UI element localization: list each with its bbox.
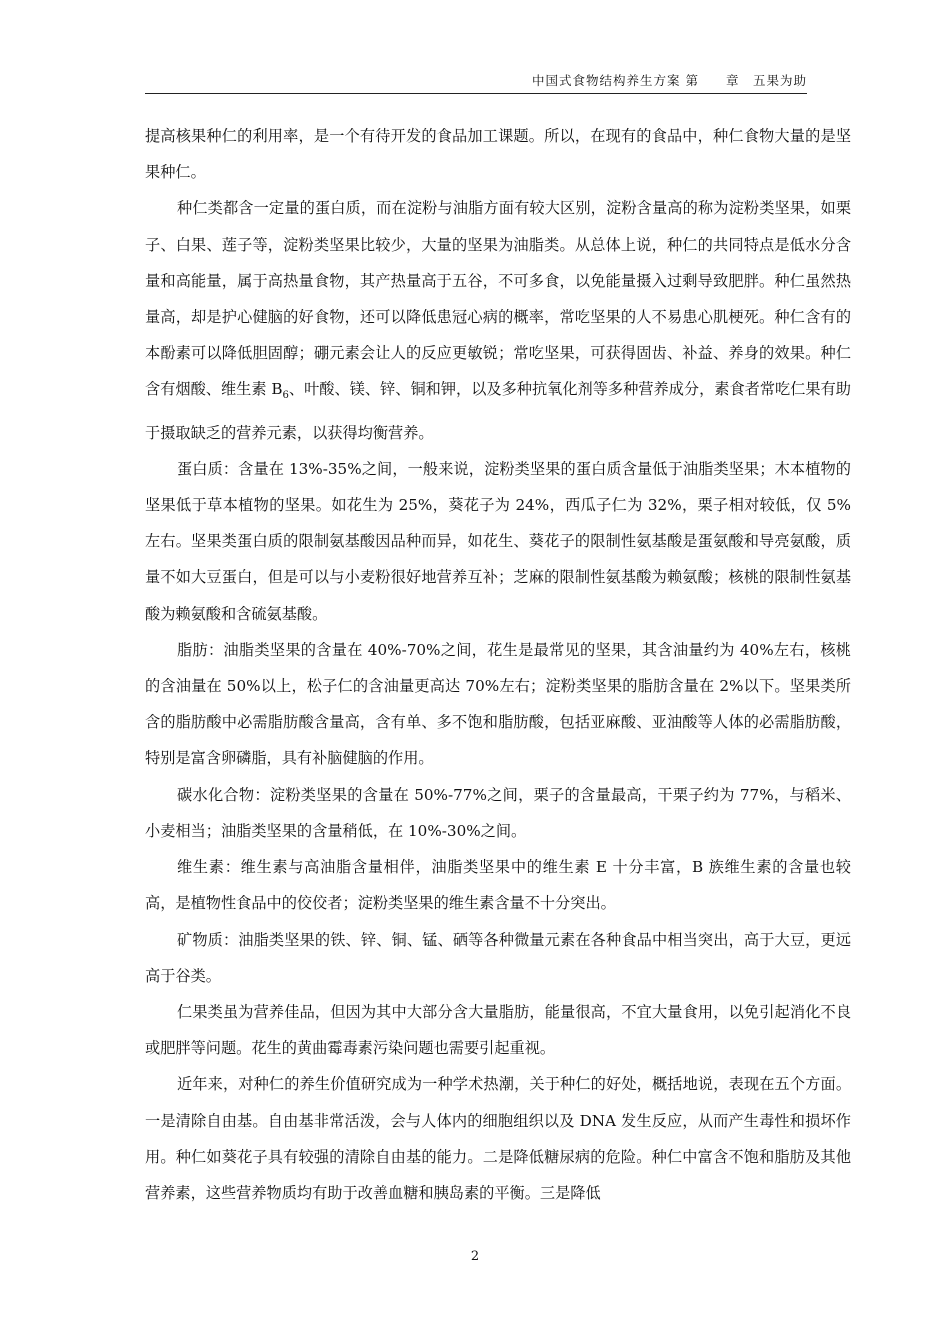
header-divider <box>145 93 807 94</box>
paragraph-fat: 脂肪：油脂类坚果的含量在 40%-70%之间，花生是最常见的坚果，其含油量约为 40%左右，核桃的含油量在 50%以上，松子仁的含油量更高达 70%左右；淀粉类坚果的脂肪含量在 2%以下。坚果类所含的脂肪酸中必需脂肪酸含量高，含有单、多不饱和脂肪酸，包括亚麻酸、亚油酸等人体的必需脂肪酸，特别是富含卵磷脂，具有补脑健脑的作用。 <box>145 640 851 768</box>
vitamin-b6-subscript: 6 <box>282 390 289 402</box>
paragraph-seed-kernels-part1: 种仁类都含一定量的蛋白质，而在淀粉与油脂方面有较大区别，淀粉含量高的称为淀粉类坚果，如栗子、白果、莲子等，淀粉类坚果比较少，大量的坚果为油脂类。从总体上说，种仁的共同特点是低水分含量和高能量，属于高热量食物，其产热量高于五谷，不可多食，以免能量摄入过剩导致肥胖。种仁虽然热量高，却是护心健脑的好食物，还可以降低患冠心病的概率，常吃坚果的人不易患心肌梗死。种仁含有的本酚素可以降低胆固醇；硼元素会让人的反应更敏锐；常吃坚果，可获得固齿、补益、养身的效果。种仁含有烟酸、维生素 B <box>145 199 851 399</box>
paragraph-seed-kernels <box>145 190 851 450</box>
paragraph-continuation: 提高核果种仁的利用率，是一个有待开发的食品加工课题。所以，在现有的食品中，种仁食物大量的是坚果种仁。 <box>145 127 851 182</box>
running-header: 中国式食物结构养生方案 第 章 五果为助 <box>532 73 807 88</box>
paragraph-vitamins: 维生素：维生素与高油脂含量相伴，油脂类坚果中的维生素 E 十分丰富，B 族维生素的含量也较高，是植物性食品中的佼佼者；淀粉类坚果的维生素含量不十分突出。 <box>145 858 851 913</box>
paragraph-caution: 仁果类虽为营养佳品，但因为其中大部分含大量脂肪，能量很高，不宜大量食用，以免引起消化不良或肥胖等问题。花生的黄曲霉毒素污染问题也需要引起重视。 <box>145 1002 851 1058</box>
paragraph-minerals: 矿物质：油脂类坚果的铁、锌、铜、锰、硒等各种微量元素在各种食品中相当突出，高于大豆，更远高于谷类。 <box>145 930 851 985</box>
body-text <box>145 118 851 1211</box>
paragraph-carbohydrate: 碳水化合物：淀粉类坚果的含量在 50%-77%之间，栗子的含量最高，干栗子约为 77%，与稻米、小麦相当；油脂类坚果的含量稍低，在 10%-30%之间。 <box>145 785 851 840</box>
paragraph-seed-kernels-part2: 、叶酸、镁、锌、铜和钾，以及多种抗氧化剂等多种营养成分，素食者常吃仁果有助于摄取缺乏的营养元素，以获得均衡营养。 <box>145 380 851 442</box>
paragraph-research: 近年来，对种仁的养生价值研究成为一种学术热潮，关于种仁的好处，概括地说，表现在五个方面。一是清除自由基。自由基非常活泼，会与人体内的细胞组织以及 DNA 发生反应，从而产生毒性和损坏作用。种仁如葵花子具有较强的清除自由基的能力。二是降低糖尿病的危险。种仁中富含不饱和脂肪及其他营养素，这些营养物质均有助于改善血糖和胰岛素的平衡。三是降低 <box>145 1075 851 1202</box>
page-number: 2 <box>470 1249 480 1264</box>
paragraph-protein: 蛋白质：含量在 13%-35%之间，一般来说，淀粉类坚果的蛋白质含量低于油脂类坚果；木本植物的坚果低于草本植物的坚果。如花生为 25%，葵花子为 24%，西瓜子仁为 32%，栗子相对较低，仅 5%左右。坚果类蛋白质的限制氨基酸因品种而异，如花生、葵花子的限制性氨基酸是蛋氨酸和导亮氨酸，质量不如大豆蛋白，但是可以与小麦粉很好地营养互补；芝麻的限制性氨基酸为赖氨酸；核桃的限制性氨基酸为赖氨酸和含硫氨基酸。 <box>145 459 851 623</box>
